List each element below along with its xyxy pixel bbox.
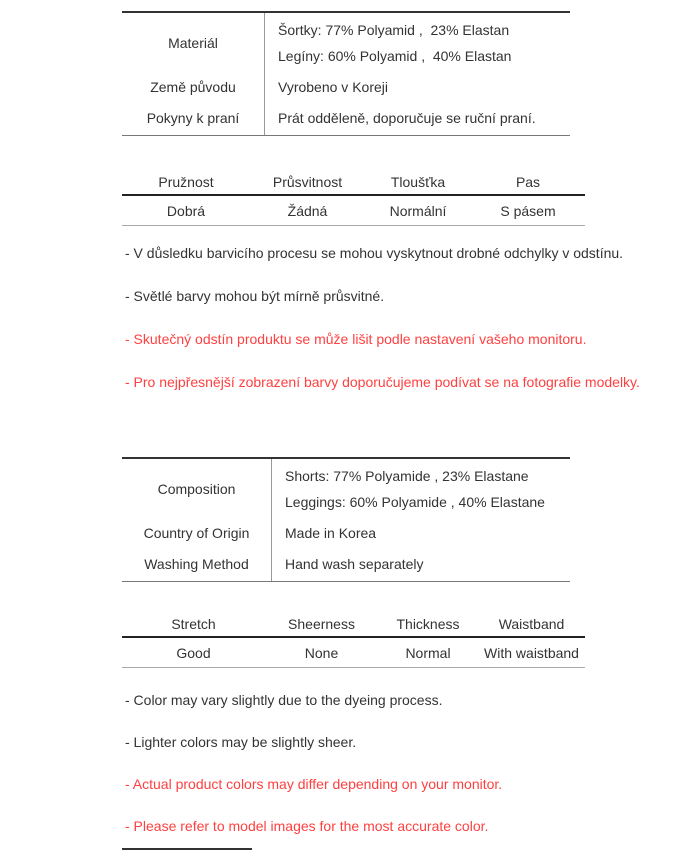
origin-label: Země původu <box>122 73 265 101</box>
attr-value-thickness: Normal <box>405 644 451 661</box>
washing-label: Pokyny k praní <box>122 101 265 135</box>
attr-header-thickness: Tloušťka <box>390 174 446 190</box>
english-attributes-table <box>122 612 585 668</box>
composition-values <box>272 459 570 519</box>
czech-attr-value-row <box>122 196 585 226</box>
english-notes <box>125 693 502 861</box>
washing-method-label: Washing Method <box>122 547 272 581</box>
attr-value-thickness: Normální <box>389 202 447 219</box>
english-attr-value-row <box>122 638 585 668</box>
attr-value-stretch: Good <box>176 644 211 661</box>
czech-notes <box>125 246 640 418</box>
note-model-images: - Pro nejpřesnější zobrazení barvy doporučujeme podívat se na fotografie modelky. <box>125 374 640 390</box>
composition-value-leggings: Leggings: 60% Polyamide , 40% Elastane <box>285 494 545 510</box>
attr-value-stretch: Dobrá <box>166 202 206 219</box>
note-dye-variation: - Color may vary slightly due to the dyeing process. <box>125 692 443 708</box>
origin-value <box>265 73 570 101</box>
attr-header-waistband: Waistband <box>498 616 565 632</box>
attr-value-sheerness: None <box>304 644 339 661</box>
material-value-leggings: Legíny: 60% Polyamid , 40% Elastan <box>278 48 512 64</box>
note-monitor-warning: - Actual product colors may differ depending on your monitor. <box>125 776 503 792</box>
attr-value-waistband: S pásem <box>500 202 556 219</box>
note-monitor-warning: - Skutečný odstín produktu se může lišit podle nastavení vašeho monitoru. <box>125 331 587 347</box>
czech-info-table <box>122 11 570 136</box>
composition-value-shorts: Shorts: 77% Polyamide , 23% Elastane <box>285 468 529 484</box>
note-model-images: - Please refer to model images for the most accurate color. <box>125 818 489 834</box>
czech-attributes-table <box>122 170 585 226</box>
origin-value-text: Vyrobeno v Koreji <box>278 79 388 95</box>
washing-value <box>265 101 570 135</box>
attr-header-stretch: Stretch <box>171 616 216 632</box>
english-info-table <box>122 457 570 582</box>
note-sheer-colors: - Světlé barvy mohou být mírně průsvitné. <box>125 288 385 304</box>
english-attr-header-row <box>122 612 585 638</box>
country-value <box>272 519 570 547</box>
material-value-shorts: Šortky: 77% Polyamid , 23% Elastan <box>278 22 510 38</box>
country-value-text: Made in Korea <box>285 525 377 541</box>
washing-value-text: Prát odděleně, doporučuje se ruční praní. <box>278 110 536 126</box>
washing-method-value <box>272 547 570 581</box>
attr-header-sheerness: Sheerness <box>288 616 355 632</box>
attr-header-stretch: Pružnost <box>158 174 214 190</box>
attr-value-waistband: With waistband <box>484 644 579 661</box>
material-values <box>265 13 570 73</box>
material-label: Materiál <box>122 13 265 73</box>
attr-header-thickness: Thickness <box>396 616 460 632</box>
note-sheer-colors: - Lighter colors may be slightly sheer. <box>125 734 357 750</box>
washing-method-value-text: Hand wash separately <box>285 556 424 572</box>
czech-attr-header-row <box>122 170 585 196</box>
note-dye-variation: - V důsledku barvicího procesu se mohou vyskytnout drobné odchylky v odstínu. <box>125 245 624 261</box>
country-label: Country of Origin <box>122 519 272 547</box>
attr-header-sheerness: Průsvitnost <box>272 174 343 190</box>
composition-label: Composition <box>122 459 272 519</box>
attr-header-waistband: Pas <box>515 174 541 190</box>
attr-value-sheerness: Žádná <box>287 202 328 219</box>
